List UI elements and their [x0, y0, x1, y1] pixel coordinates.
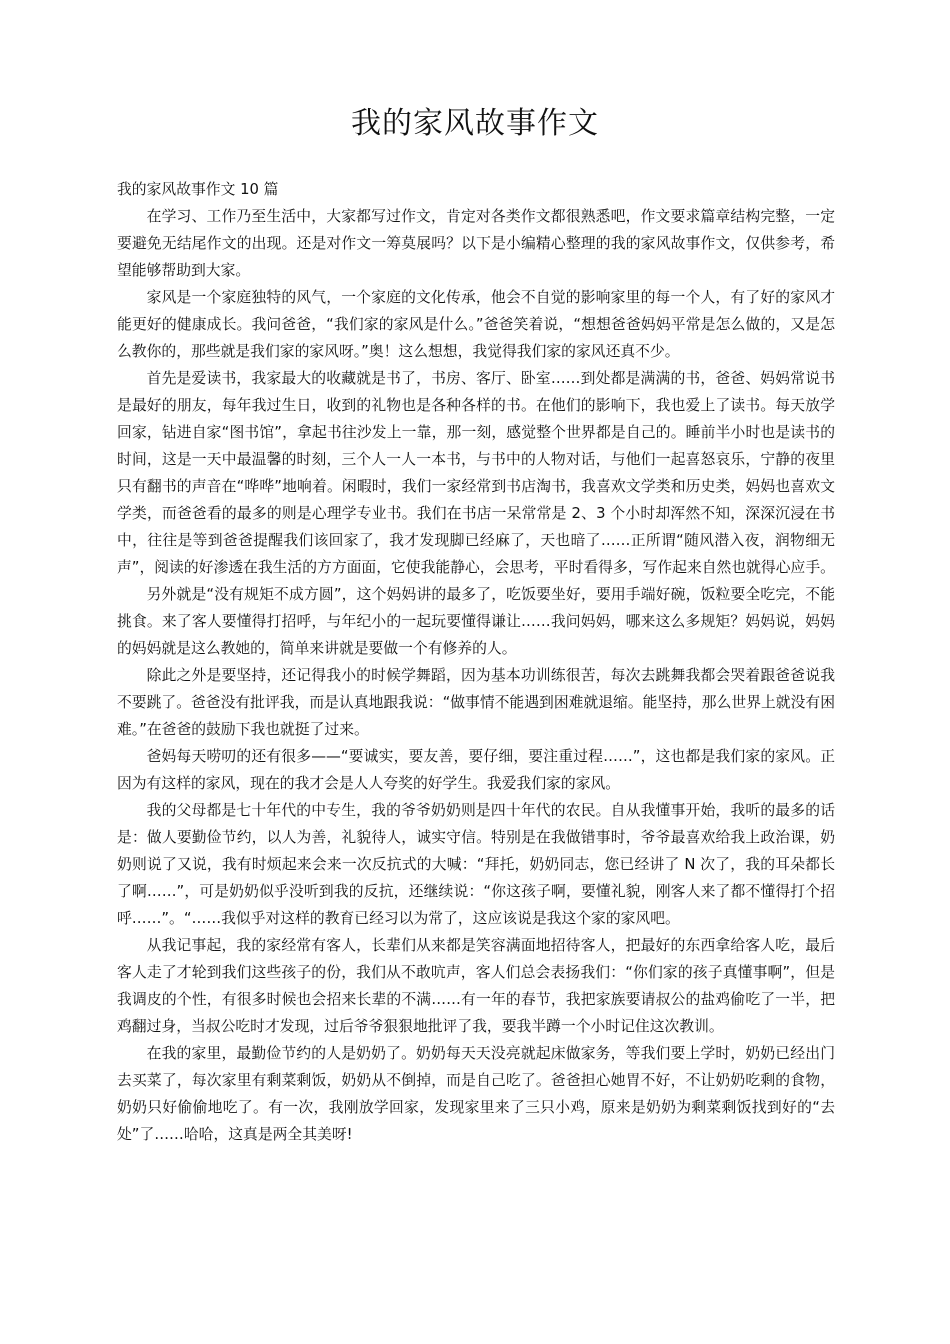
document-body: [117, 176, 835, 1148]
paragraph-reading: 首先是爱读书，我家最大的收藏就是书了，书房、客厅、卧室……到处都是满满的书，爸爸、妈妈常说书是最好的朋友，每年我过生日，收到的礼物也是各种各样的书。在他们的影响下，我也爱上了读书。每天放学回家，钻进自家“图书馆”，拿起书往沙发上一靠，那一刻，感觉整个世界都是自己的。睡前半小时也是读书的时间，这是一天中最温馨的时刻，三个人一人一本书，与书中的人物对话，与他们一起喜怒哀乐，宁静的夜里只有翻书的声音在“哗哗”地响着。闲暇时，我们一家经常到书店淘书，我喜欢文学类和历史类，妈妈也喜欢文学类，而爸爸看的最多的则是心理学专业书。我们在书店一呆常常是 2、3 个小时却浑然不知，深深沉浸在书中，往往是等到爸爸提醒我们该回家了，我才发现脚已经麻了，天也暗了……正所谓“随风潜入夜，润物细无声”，阅读的好渗透在我生活的方方面面，它使我能静心，会思考，平时看得多，写作起来自然也就得心应手。: [117, 370, 835, 576]
document-subtitle: 我的家风故事作文 10 篇: [117, 181, 279, 198]
paragraph-rules: 另外就是“没有规矩不成方圆”，这个妈妈讲的最多了，吃饭要坐好，要用手端好碗，饭粒要全吃完，不能挑食。来了客人要懂得打招呼，与年纪小的一起玩要懂得谦让……我问妈妈，哪来这么多规矩？妈妈说，妈妈的妈妈就是这么教她的，简单来讲就是要做一个有修养的人。: [117, 586, 835, 657]
paragraph-nagging: 爸妈每天唠叨的还有很多——“要诚实，要友善，要仔细，要注重过程……”，这也都是我们家的家风。正因为有这样的家风，现在的我才会是人人夸奖的好学生。我爱我们家的家风。: [117, 748, 835, 792]
paragraph-intro: 在学习、工作乃至生活中，大家都写过作文，肯定对各类作文都很熟悉吧，作文要求篇章结构完整，一定要避免无结尾作文的出现。还是对作文一筹莫展吗？以下是小编精心整理的我的家风故事作文，仅供参考，希望能够帮助到大家。: [117, 208, 835, 279]
paragraph-persistence: 除此之外是要坚持，还记得我小的时候学舞蹈，因为基本功训练很苦，每次去跳舞我都会哭着跟爸爸说我不要跳了。爸爸没有批评我，而是认真地跟我说：“做事情不能遇到困难就退缩。能坚持，那么世界上就没有困难。”在爸爸的鼓励下我也就挺了过来。: [117, 667, 835, 738]
paragraph-guests: 从我记事起，我的家经常有客人，长辈们从来都是笑容满面地招待客人，把最好的东西拿给客人吃，最后客人走了才轮到我们这些孩子的份，我们从不敢吭声，客人们总会表扬我们：“你们家的孩子真懂事啊”，但是我调皮的个性，有很多时候也会招来长辈的不满……有一年的春节，我把家族要请叔公的盐鸡偷吃了一半，把鸡翻过身，当叔公吃时才发现，过后爷爷狠狠地批评了我，要我半蹲一个小时记住这次教训。: [117, 937, 835, 1035]
paragraph-family-style: 家风是一个家庭独特的风气，一个家庭的文化传承，他会不自觉的影响家里的每一个人，有了好的家风才能更好的健康成长。我问爸爸，“我们家的家风是什么。”爸爸笑着说，“想想爸爸妈妈平常是怎么做的，又是怎么教你的，那些就是我们家的家风呀。”奥！这么想想，我觉得我们家的家风还真不少。: [117, 289, 835, 360]
page-title: 我的家风故事作文: [351, 106, 599, 141]
paragraph-parents: 我的父母都是七十年代的中专生，我的爷爷奶奶则是四十年代的农民。自从我懂事开始，我听的最多的话是：做人要勤俭节约，以人为善，礼貌待人，诚实守信。特别是在我做错事时，爷爷最喜欢给我上政治课，奶奶则说了又说，我有时烦起来会来一次反抗式的大喊：“拜托，奶奶同志，您已经讲了 N 次了，我的耳朵都长了啊……”，可是奶奶似乎没听到我的反抗，还继续说：“你这孩子啊，要懂礼貌，刚客人来了都不懂得打个招呼……”。“……我似乎对这样的教育已经习以为常了，这应该说是我这个家的家风吧。: [117, 802, 835, 927]
paragraph-grandma: 在我的家里，最勤俭节约的人是奶奶了。奶奶每天天没亮就起床做家务，等我们要上学时，奶奶已经出门去买菜了，每次家里有剩菜剩饭，奶奶从不倒掉，而是自己吃了。爸爸担心她胃不好，不让奶奶吃剩的食物，奶奶只好偷偷地吃了。有一次，我刚放学回家，发现家里来了三只小鸡，原来是奶奶为剩菜剩饭找到好的“去处”了……哈哈，这真是两全其美呀!: [117, 1045, 835, 1143]
